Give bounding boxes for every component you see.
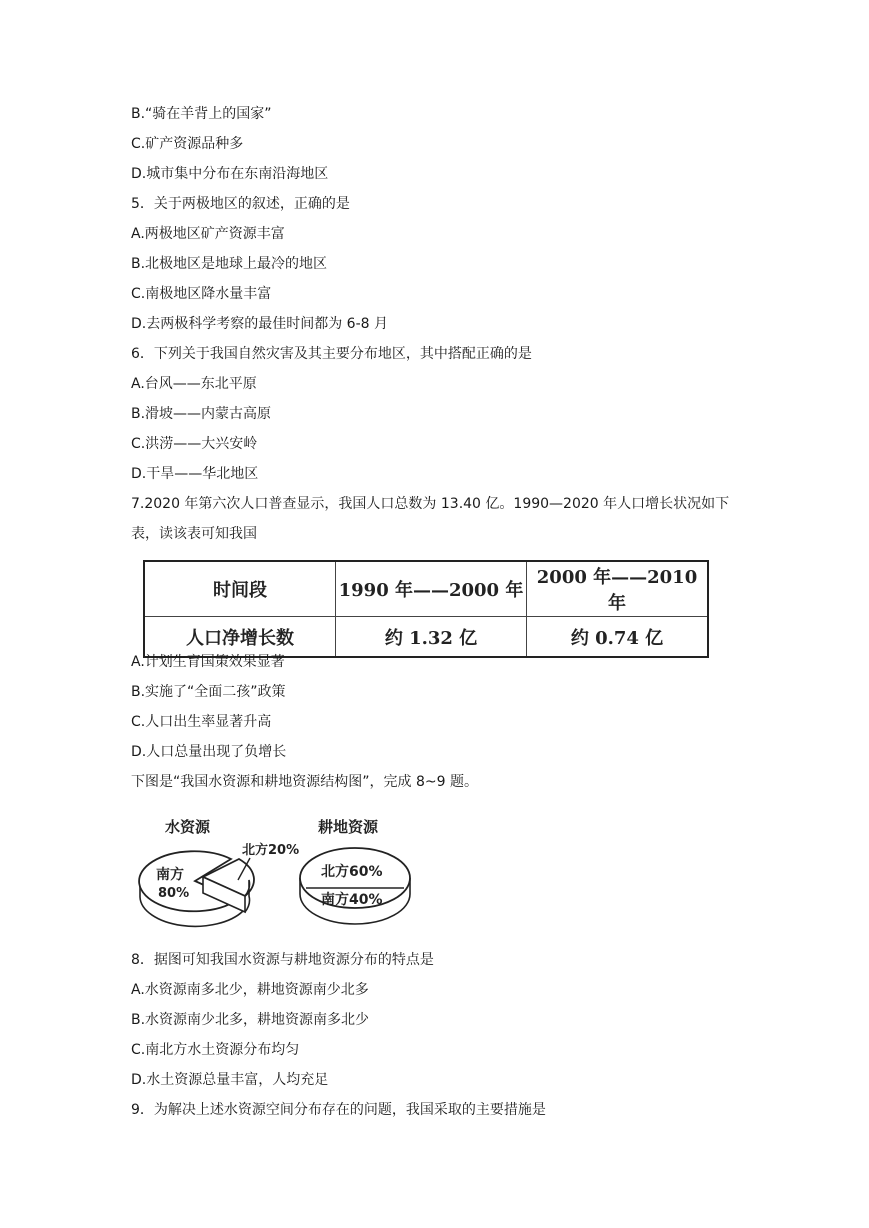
table-cell: 2000 年——2010 年 (527, 561, 709, 617)
table-header-row (144, 561, 708, 617)
q8-option-d: D.水土资源总量丰富，人均充足 (131, 1072, 329, 1088)
table-row (144, 617, 708, 658)
q8-option-a: A.水资源南多北少，耕地资源南少北多 (131, 982, 369, 998)
q5-option-b: B.北极地区是地球上最冷的地区 (131, 256, 328, 272)
table-cell: 时间段 (144, 561, 336, 617)
population-table (143, 560, 709, 658)
q7-option-a: A.计划生育国策效果显著 (131, 654, 285, 670)
water-north-label: 北方20% (242, 843, 300, 858)
water-title: 水资源 (165, 818, 211, 836)
q5-option-c: C.南极地区降水量丰富 (131, 286, 272, 302)
land-south-label: 南方40% (321, 892, 383, 908)
q7-option-b: B.实施了“全面二孩”政策 (131, 684, 286, 700)
option-c-minerals: C.矿产资源品种多 (131, 136, 244, 152)
q5-option-a: A.两极地区矿产资源丰富 (131, 226, 285, 242)
q6-option-b: B.滑坡——内蒙古高原 (131, 406, 272, 422)
q7-option-c: C.人口出生率显著升高 (131, 714, 272, 730)
question-7: 7.2020 年第六次人口普查显示，我国人口总数为 13.40 亿。1990—2020 年人口增长状况如下表，读该表可知我国 (131, 496, 730, 542)
figure-intro: 下图是“我国水资源和耕地资源结构图”，完成 8~9 题。 (131, 774, 478, 790)
q6-option-d: D.干旱——华北地区 (131, 466, 259, 482)
q7-option-d: D.人口总量出现了负增长 (131, 744, 287, 760)
table-cell: 人口净增长数 (144, 617, 336, 658)
water-pie (139, 851, 254, 926)
q5-option-d: D.去两极科学考察的最佳时间都为 6-8 月 (131, 316, 388, 332)
water-south-label: 南方 (156, 867, 184, 883)
resource-structure-figure (130, 808, 420, 943)
table-cell: 约 0.74 亿 (527, 617, 709, 658)
option-b-sheep: B.“骑在羊背上的国家” (131, 106, 272, 122)
table-cell: 1990 年——2000 年 (336, 561, 527, 617)
q8-option-c: C.南北方水土资源分布均匀 (131, 1042, 300, 1058)
question-8: 8．据图可知我国水资源与耕地资源分布的特点是 (131, 952, 434, 968)
question-6: 6．下列关于我国自然灾害及其主要分布地区，其中搭配正确的是 (131, 346, 532, 362)
q6-option-c: C.洪涝——大兴安岭 (131, 436, 258, 452)
table-cell: 约 1.32 亿 (336, 617, 527, 658)
land-pie (300, 848, 410, 924)
option-d-cities: D.城市集中分布在东南沿海地区 (131, 166, 329, 182)
question-5: 5．关于两极地区的叙述，正确的是 (131, 196, 350, 212)
land-north-label: 北方60% (321, 864, 383, 880)
land-title: 耕地资源 (318, 818, 379, 836)
q8-option-b: B.水资源南少北多，耕地资源南多北少 (131, 1012, 370, 1028)
q6-option-a: A.台风——东北平原 (131, 376, 257, 392)
question-9: 9．为解决上述水资源空间分布存在的问题，我国采取的主要措施是 (131, 1102, 546, 1118)
water-south-pct: 80% (158, 886, 190, 901)
